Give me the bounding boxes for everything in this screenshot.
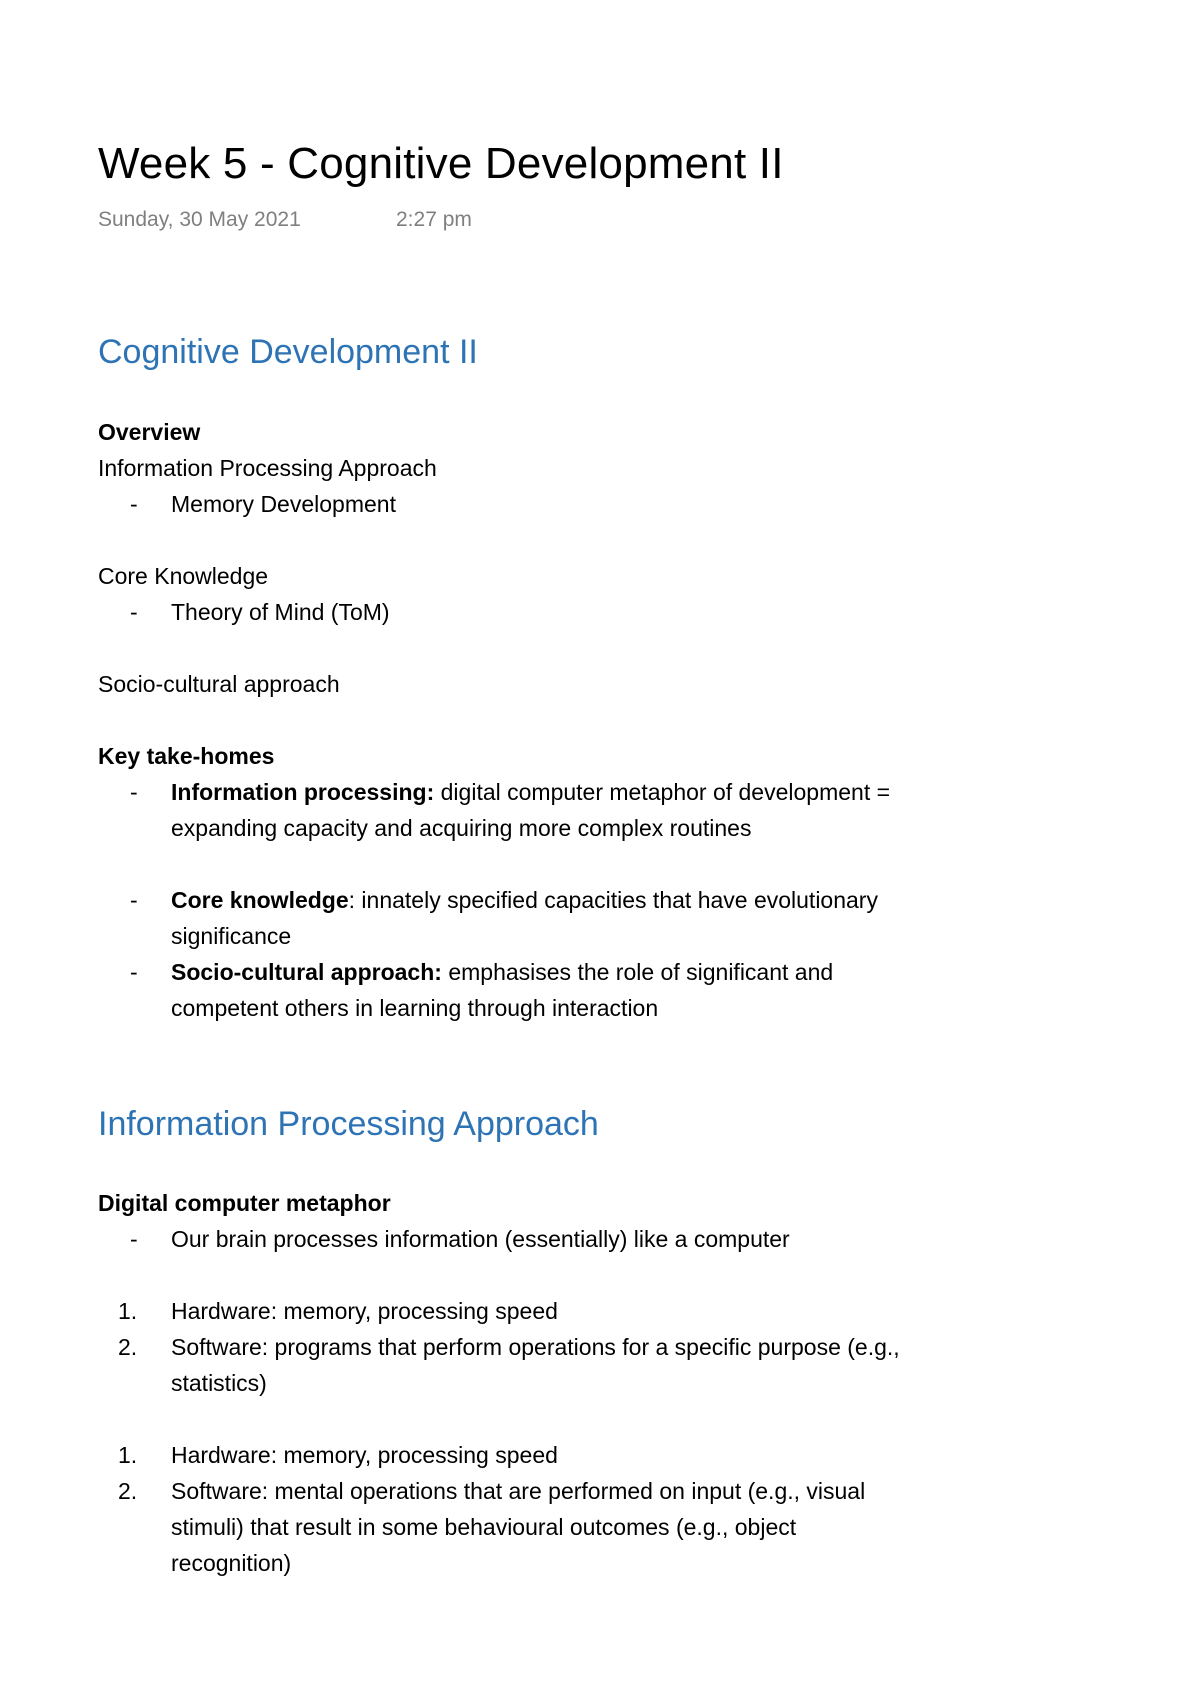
list-item (98, 954, 918, 1026)
page-timestamp (98, 206, 472, 234)
bullet-marker: - (130, 599, 138, 625)
bullet-marker: - (130, 779, 138, 805)
numbered-item (98, 1329, 918, 1401)
numbered-item (98, 1437, 918, 1473)
list-item-text (171, 774, 911, 846)
section-heading-cognitive-development: Cognitive Development II (98, 333, 478, 371)
list-item (98, 1221, 918, 1257)
overview-core-knowledge: Core Knowledge (98, 563, 269, 589)
list-number: 2. (118, 1478, 138, 1504)
numbered-item (98, 1473, 918, 1581)
takehome-term: Core knowledge (171, 887, 349, 913)
list-item-text (171, 882, 911, 954)
numbered-item (98, 1293, 918, 1329)
bullet-marker: - (130, 959, 138, 985)
list-number: 1. (118, 1298, 138, 1324)
list-item-text: Hardware: memory, processing speed (171, 1442, 558, 1468)
list-item (98, 774, 918, 846)
takehome-term: Socio-cultural approach: (171, 959, 442, 985)
key-takehomes-label: Key take-homes (98, 743, 275, 769)
takehome-term: Information processing: (171, 779, 435, 805)
list-number: 2. (118, 1334, 138, 1360)
list-item-text: Software: mental operations that are performed on input (e.g., visual stimuli) that result in some behavioural outcomes (e.g., object recognition) (171, 1478, 866, 1576)
page-date: Sunday, 30 May 2021 (98, 208, 301, 231)
list-item-text: Memory Development (171, 491, 396, 517)
overview-label: Overview (98, 419, 201, 445)
list-item-text (171, 954, 911, 1026)
bullet-marker: - (130, 1226, 138, 1252)
takehome-desc: digital computer metaphor of development = expanding capacity and acquiring more complex routines (171, 779, 891, 841)
section-heading-information-processing: Information Processing Approach (98, 1105, 599, 1143)
bullet-marker: - (130, 887, 138, 913)
list-item (98, 594, 918, 630)
list-item (98, 882, 918, 954)
overview-info-processing: Information Processing Approach (98, 455, 437, 481)
page-time: 2:27 pm (396, 208, 472, 231)
bullet-marker: - (130, 491, 138, 517)
list-item-text: Theory of Mind (ToM) (171, 599, 390, 625)
metaphor-label: Digital computer metaphor (98, 1190, 391, 1216)
overview-socio-cultural: Socio-cultural approach (98, 671, 340, 697)
takehome-desc: emphasises the role of significant and competent others in learning through interaction (171, 959, 834, 1021)
page-title: Week 5 - Cognitive Development II (98, 139, 784, 188)
list-item-text: Software: programs that perform operations for a specific purpose (e.g., statistics) (171, 1334, 900, 1396)
list-item-text: Hardware: memory, processing speed (171, 1298, 558, 1324)
list-item (98, 486, 918, 522)
list-item-text: Our brain processes information (essentially) like a computer (171, 1226, 790, 1252)
takehome-desc: : innately specified capacities that have evolutionary significance (171, 887, 878, 949)
list-number: 1. (118, 1442, 138, 1468)
